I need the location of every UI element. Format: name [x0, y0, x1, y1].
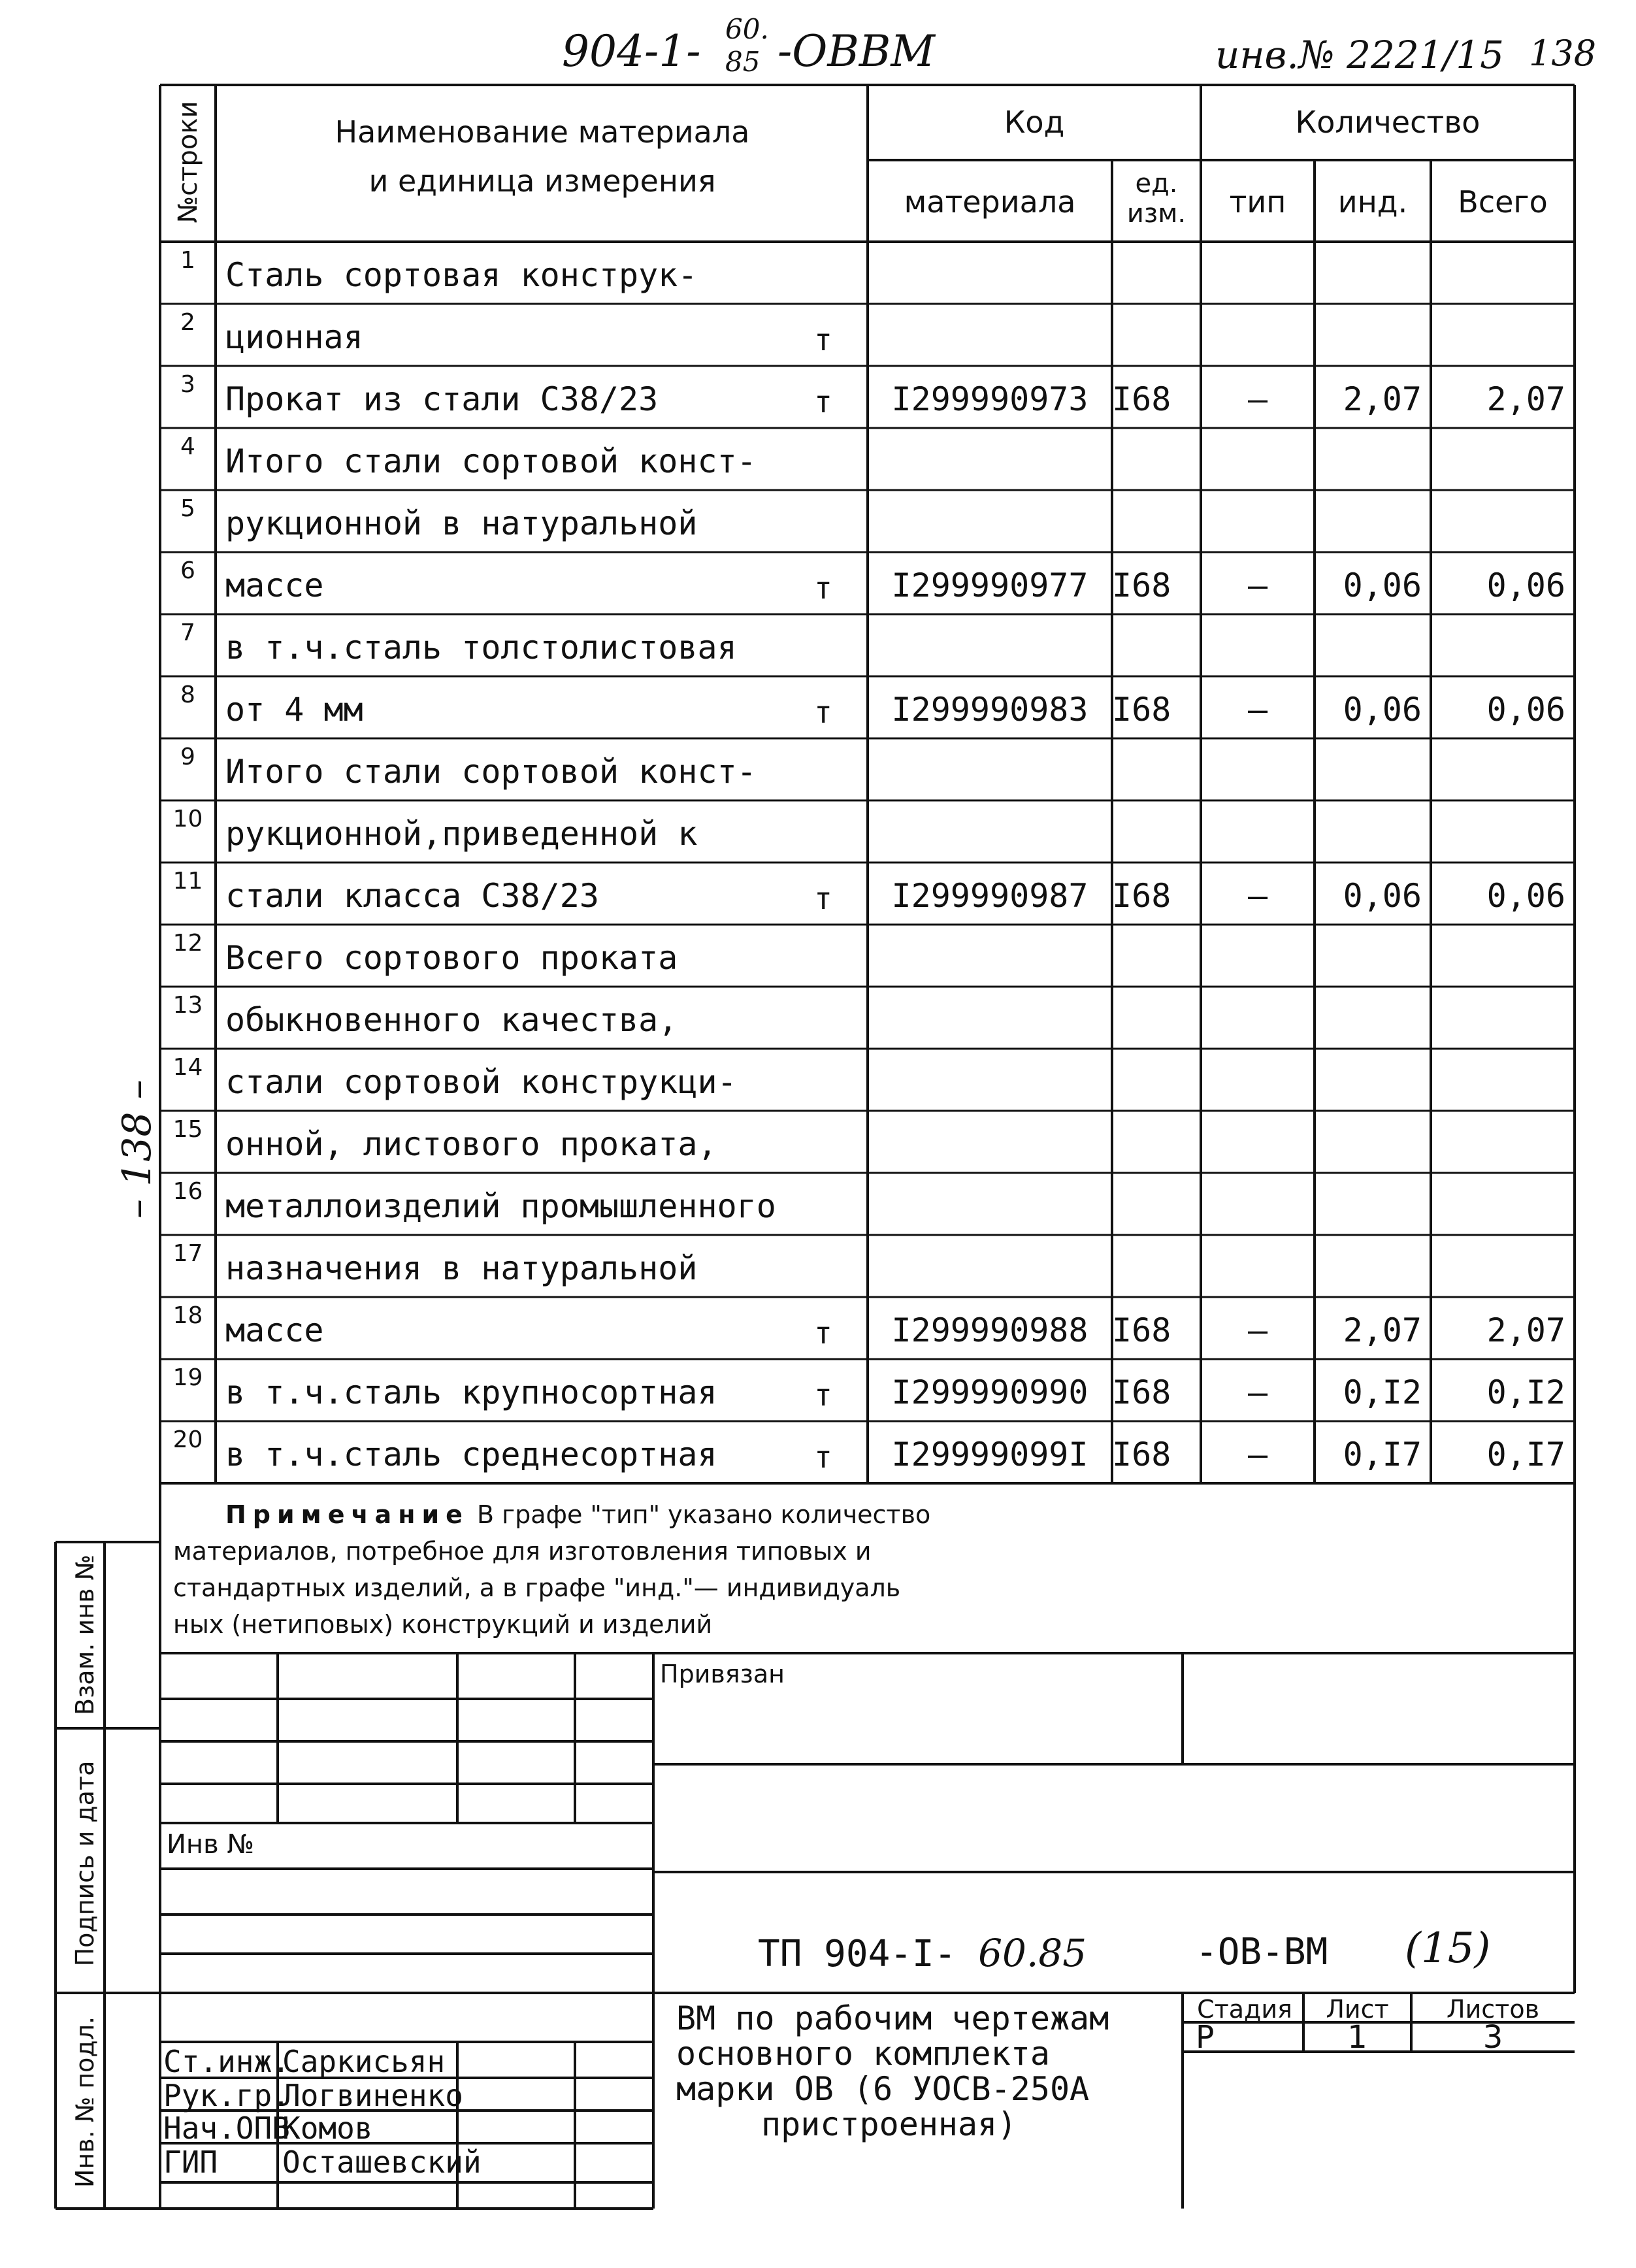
qty-total: 0,06 [1486, 567, 1565, 604]
material-name: Прокат из стали С38/23 [225, 380, 659, 418]
unit-code: I68 [1112, 567, 1171, 604]
row-number: 4 [180, 433, 195, 460]
title-line4: пристроенная) [761, 2105, 1017, 2143]
material-unit: т [814, 1315, 832, 1351]
header-name-line1: Наименование материала [335, 114, 750, 150]
note-line2: материалов, потребное для изготовления типовых и [173, 1537, 872, 1566]
margin-page-number: – 138 – [114, 1079, 160, 1219]
material-name: Итого стали сортовой конст- [225, 753, 757, 791]
sheets-label: Листов [1447, 1995, 1539, 2024]
stamp-title [676, 2001, 1109, 2142]
qty-type: – [1247, 1311, 1268, 1349]
doc-code-sheet-num: (15) [1405, 1924, 1491, 1973]
material-name: назначения в натуральной [225, 1249, 698, 1287]
header-qty: Количество [1295, 105, 1481, 140]
material-unit: т [814, 1439, 832, 1475]
unit-code: I68 [1112, 691, 1171, 729]
qty-ind: 2,07 [1343, 380, 1422, 418]
table-row [0, 490, 1636, 552]
row-number: 2 [180, 309, 195, 336]
row-number: 18 [172, 1302, 203, 1329]
doc-code-suffix: -ОВ-ВМ [1196, 1931, 1328, 1973]
material-name: Всего сортового проката [225, 939, 678, 977]
material-name: в т.ч.сталь толстолистовая [225, 629, 737, 666]
material-name: металлоизделий промышленного [225, 1187, 776, 1225]
header-name-line2: и единица измерения [368, 163, 716, 199]
signer-role: Ст.инж. [163, 2044, 290, 2079]
qty-total: 0,I7 [1486, 1436, 1565, 1473]
material-unit: т [814, 695, 832, 730]
material-name: от 4 мм [225, 691, 363, 729]
table-row [0, 304, 1636, 366]
table-row [0, 1421, 1636, 1483]
material-name: стали сортовой конструкци- [225, 1063, 737, 1101]
table-row [0, 863, 1636, 925]
header-code: Код [1004, 105, 1065, 140]
code-denominator: 85 [725, 46, 761, 78]
material-name: массе [225, 567, 324, 604]
material-code: I29999099I [891, 1436, 1088, 1473]
material-name: ционная [225, 318, 363, 356]
header-code-unit: ед. изм. [1126, 169, 1186, 229]
material-code: I299990988 [891, 1311, 1088, 1349]
row-number: 3 [180, 371, 195, 398]
header-qty-total: Всего [1458, 184, 1548, 220]
qty-ind: 0,I2 [1343, 1373, 1422, 1411]
unit-code: I68 [1112, 877, 1171, 915]
side-label-podpis: Подпись и дата [71, 1760, 99, 1967]
qty-ind: 0,06 [1343, 691, 1422, 729]
material-name: Итого стали сортовой конст- [225, 442, 757, 480]
header-qty-ind: инд. [1337, 184, 1408, 220]
doc-code-hand: 60.85 [978, 1931, 1087, 1975]
row-number: 12 [172, 930, 203, 957]
sheet-value: 1 [1347, 2019, 1367, 2056]
note-line1: В графе "тип" указано количество [476, 1500, 931, 1529]
qty-total: 0,I2 [1486, 1373, 1565, 1411]
signer-name: Осташевский [282, 2145, 482, 2180]
header-code-material: материала [904, 184, 1076, 220]
material-unit: т [814, 322, 832, 357]
stamp-privyazan: Привязан [660, 1660, 785, 1688]
signer-role: ГИП [163, 2145, 218, 2180]
qty-ind: 0,06 [1343, 567, 1422, 604]
side-label-vzam: Взам. инв № [71, 1554, 99, 1715]
table-row [0, 1235, 1636, 1297]
row-number: 17 [172, 1240, 203, 1267]
material-name: стали класса С38/23 [225, 877, 599, 915]
row-number: 8 [180, 682, 195, 708]
row-number: 19 [172, 1364, 203, 1391]
table-row [0, 738, 1636, 800]
table-row [0, 552, 1636, 614]
table-row [0, 366, 1636, 428]
signer-name: Комов [282, 2111, 373, 2146]
qty-type: – [1247, 1373, 1268, 1411]
code-numerator: 60. [725, 13, 769, 45]
row-number: 16 [172, 1178, 203, 1205]
side-label-inv-podl: Инв. № подл. [71, 2016, 99, 2188]
material-code: I299990983 [891, 691, 1088, 729]
code-prefix: 904-1- [562, 26, 701, 76]
material-name: рукционной в натуральной [225, 504, 698, 542]
row-number: 11 [172, 868, 203, 895]
material-name: в т.ч.сталь крупносортная [225, 1373, 717, 1411]
table-row [0, 428, 1636, 490]
qty-total: 2,07 [1486, 1311, 1565, 1349]
stage-label: Стадия [1197, 1995, 1292, 2024]
qty-type: – [1247, 567, 1268, 604]
signer-role: Рук.гр. [163, 2078, 290, 2113]
stage-value: Р [1196, 2019, 1215, 2056]
qty-type: – [1247, 380, 1268, 418]
table-row [0, 800, 1636, 863]
row-number: 10 [172, 806, 203, 832]
table-row [0, 1173, 1636, 1235]
doc-code-prefix: ТП 904-I- [758, 1933, 957, 1975]
qty-type: – [1247, 691, 1268, 729]
title-line3: марки ОВ (6 УОСВ-250А [676, 2070, 1090, 2108]
row-number: 7 [180, 619, 195, 646]
material-code: I299990990 [891, 1373, 1088, 1411]
row-number: 5 [180, 495, 195, 522]
row-number: 20 [172, 1426, 203, 1453]
note [173, 1496, 930, 1643]
stamp-inv-no: Инв № [167, 1830, 254, 1860]
table-row [0, 1359, 1636, 1421]
table-row [0, 614, 1636, 676]
row-number: 9 [180, 744, 195, 770]
qty-type: – [1247, 1436, 1268, 1473]
row-number: 14 [172, 1054, 203, 1081]
table-row [0, 987, 1636, 1049]
material-name: обыкновенного качества, [225, 1001, 678, 1039]
qty-total: 0,06 [1486, 691, 1565, 729]
handwritten-inv: инв.№ 2221/15 [1215, 33, 1505, 77]
note-label: Примечание [225, 1500, 469, 1529]
table-row [0, 1049, 1636, 1111]
sheet-label: Лист [1326, 1995, 1389, 2024]
note-line3: стандартных изделий, а в графе "инд."— индивидуаль [173, 1573, 901, 1602]
qty-total: 0,06 [1486, 877, 1565, 915]
header-qty-type: тип [1229, 184, 1286, 220]
code-suffix: -ОВВМ [777, 26, 935, 76]
title-line2: основного комплекта [676, 2035, 1050, 2073]
table-row [0, 1111, 1636, 1173]
qty-ind: 0,I7 [1343, 1436, 1422, 1473]
material-name: рукционной,приведенной к [225, 815, 698, 853]
table-row [0, 676, 1636, 738]
unit-code: I68 [1112, 1311, 1171, 1349]
signer-role: Нач.ОПВ [163, 2111, 290, 2146]
table-row [0, 242, 1636, 304]
material-code: I299990973 [891, 380, 1088, 418]
material-unit: т [814, 570, 832, 606]
unit-code: I68 [1112, 1373, 1171, 1411]
material-unit: т [814, 384, 832, 419]
material-code: I299990977 [891, 567, 1088, 604]
table-row [0, 925, 1636, 987]
material-unit: т [814, 1377, 832, 1413]
stamp-doc-code [758, 1931, 1087, 1975]
row-number: 6 [180, 557, 195, 584]
material-name: в т.ч.сталь среднесортная [225, 1436, 717, 1473]
unit-code: I68 [1112, 380, 1171, 418]
note-line4: ных (нетиповых) конструкций и изделий [173, 1610, 713, 1639]
title-line1: ВМ по рабочим чертежам [676, 1999, 1109, 2037]
material-code: I299990987 [891, 877, 1088, 915]
qty-ind: 2,07 [1343, 1311, 1422, 1349]
qty-ind: 0,06 [1343, 877, 1422, 915]
row-number: 1 [180, 247, 195, 274]
qty-total: 2,07 [1486, 380, 1565, 418]
handwritten-page: 138 [1529, 33, 1597, 74]
header-row-no: №строки [173, 101, 203, 223]
signer-name: Логвиненко [282, 2078, 463, 2113]
row-number: 13 [172, 992, 203, 1019]
signer-name: Саркисьян [282, 2044, 446, 2079]
table-row [0, 1297, 1636, 1359]
sheets-value: 3 [1482, 2019, 1503, 2056]
row-number: 15 [172, 1116, 203, 1143]
qty-type: – [1247, 877, 1268, 915]
material-name: онной, листового проката, [225, 1125, 717, 1163]
unit-code: I68 [1112, 1436, 1171, 1473]
material-unit: т [814, 881, 832, 916]
material-name: Сталь сортовая конструк- [225, 256, 698, 294]
material-name: массе [225, 1311, 324, 1349]
